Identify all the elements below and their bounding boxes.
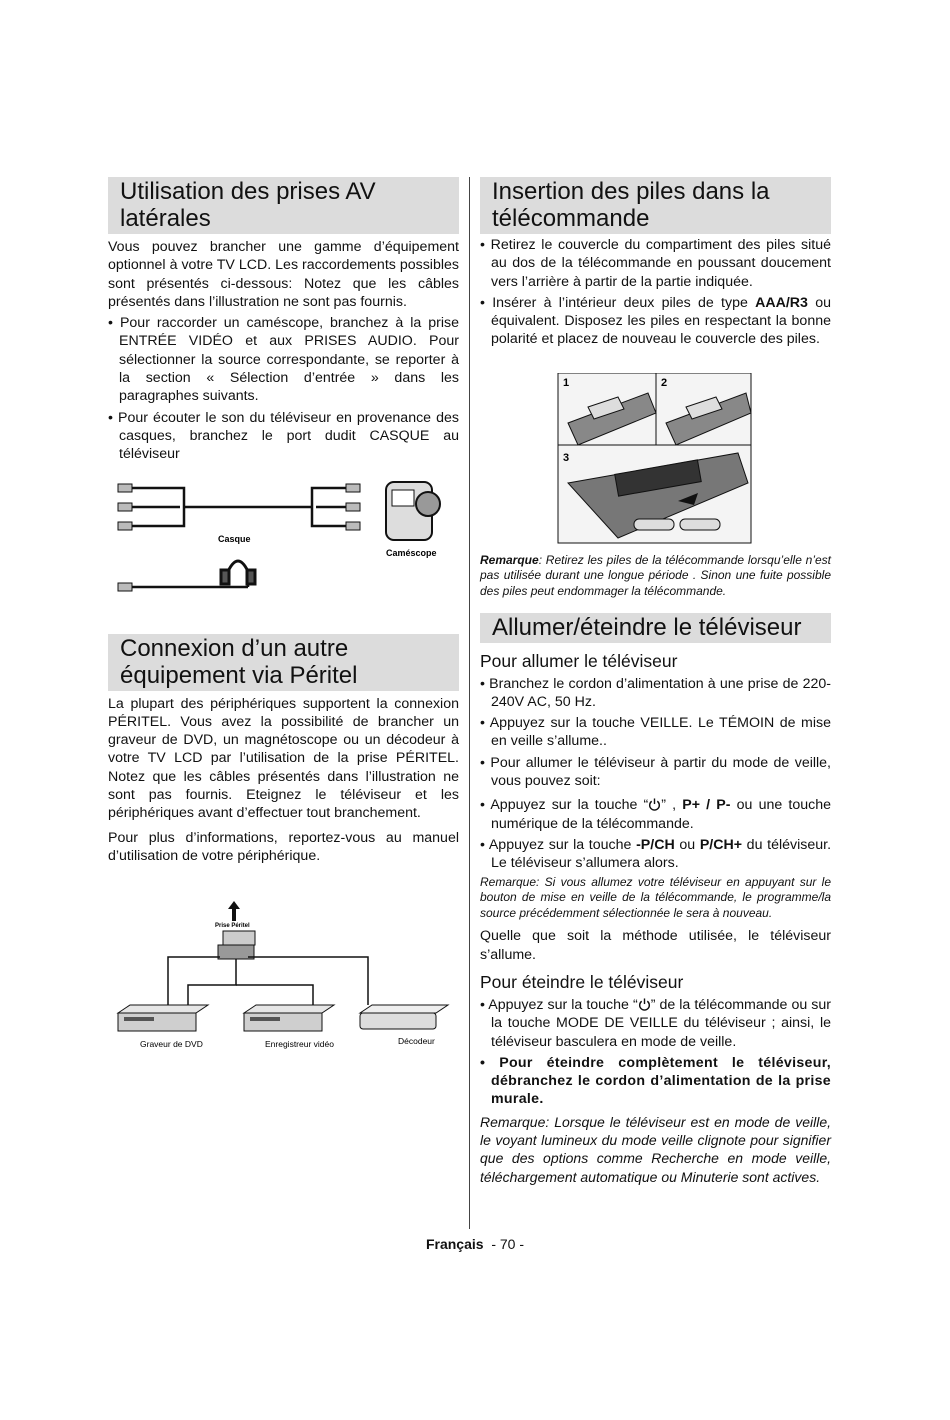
step-number-2: 2 — [661, 376, 668, 389]
off-note: Remarque: Lorsque le téléviseur est en mode de veille, le voyant lumineux du mode veille clignote pour signifier que des options comme Recherche en mode veille, téléchargement automatique ou Minuterie sont actives. — [480, 1113, 831, 1185]
peritel-paragraph: La plupart des périphériques supportent la connexion PÉRITEL. Vous avez la possibilité de brancher un graveur de DVD, un magnétoscope ou un décodeur à votre TV LCD par l’utilisation de la prise PÉRITEL. Notez que les câbles présentés dans l’illustration ne sont pas fournis. Eteignez le téléviseur et les périphériques avant d’effectuer tout branchement. — [108, 695, 459, 822]
piles-bullet-1: • Retirez le couvercle du compartiment des piles situé au dos de la télécommande en poussant doucement vers l’arrière à partir de la partie indiquée. — [480, 237, 831, 290]
battery-insertion-diagram — [480, 373, 831, 545]
video-recorder-icon — [244, 1005, 334, 1031]
right-column — [480, 177, 831, 1186]
on-paragraph: Quelle que soit la méthode utilisée, le téléviseur s’allume. — [480, 928, 831, 963]
label-camescope: Caméscope — [386, 547, 437, 558]
power-icon — [648, 798, 661, 811]
on-bullet-4: • Appuyez sur la touche “ ” , P+ / P- ou une touche numérique de la télécommande. — [480, 797, 831, 832]
off-bullet-1: • Appuyez sur la touche “ ” de la télécommande ou sur la touche MODE DE VEILLE du téléviseur ; ainsi, le téléviseur basculera en mode de veille. — [480, 996, 831, 1050]
piles-note: Remarque: Retirez les piles de la télécommande lorsqu’elle n’est pas utilisée durant une longue période . Sinon une fuite possible des piles peut endommager la télécommande. — [480, 552, 831, 598]
label-vcr: Enregistreur vidéo — [265, 1039, 334, 1050]
headphones-icon — [221, 561, 255, 584]
on-bullet-3: • Pour allumer le téléviseur à partir du mode de veille, vous pouvez soit: — [480, 754, 831, 790]
power-icon — [638, 998, 651, 1011]
section-title-peritel: Connexion d’un autre équipement via Péritel — [108, 634, 459, 691]
section-title-allumer: Allumer/éteindre le téléviseur — [480, 613, 831, 643]
on-bullet-2: • Appuyez sur la touche VEILLE. Le TÉMOIN de mise en veille s’allume.. — [480, 715, 831, 750]
left-column — [108, 177, 459, 1055]
off-bullet-2: • Pour éteindre complètement le téléviseur, débranchez le cordon d’alimentation de la prise murale. — [480, 1054, 831, 1108]
dvd-recorder-icon — [118, 1005, 208, 1031]
scart-plug-icon — [218, 931, 255, 959]
column-divider — [469, 177, 470, 1229]
section-title-av: Utilisation des prises AV latérales — [108, 177, 459, 234]
page-footer — [0, 1236, 950, 1252]
av-connection-diagram — [108, 474, 459, 599]
footer-language: Français — [425, 1236, 484, 1252]
av-bullet-casque: • Pour écouter le son du téléviseur en provenance des casques, branchez le port dudit CASQUE au téléviseur — [108, 409, 459, 463]
av-intro: Vous pouvez brancher une gamme d’équipement optionnel à votre TV LCD. Les raccordements possibles sont présentés ci-dessous: Notez que les câbles présentés dans l’illustration ne sont pas fournis. — [108, 239, 459, 310]
av-bullet-camescope: • Pour raccorder un caméscope, branchez à la prise ENTRÉE VIDÉO et aux PRISES AUDIO. Pour sélectionner la source correspondante, se reporter à la section « Sélection d’entrée » dans les paragraphes suivants. — [108, 315, 459, 405]
decoder-icon — [360, 1005, 448, 1029]
label-prise-peritel: Prise Péritel — [215, 923, 250, 930]
subtitle-allumer: Pour allumer le téléviseur — [480, 650, 678, 671]
label-dvd: Graveur de DVD — [140, 1039, 203, 1050]
page-number: - 70 - — [483, 1236, 525, 1252]
step-number-1: 1 — [563, 376, 570, 389]
peritel-paragraph-2: Pour plus d’informations, reportez-vous au manuel d’utilisation de votre périphérique. — [108, 829, 459, 864]
label-decodeur: Décodeur — [398, 1036, 435, 1047]
on-bullet-1: • Branchez le cordon d’alimentation à une prise de 220-240V AC, 50 Hz. — [480, 675, 831, 710]
subtitle-eteindre: Pour éteindre le téléviseur — [480, 971, 684, 992]
arrow-up-icon — [228, 901, 240, 921]
piles-bullet-2: • Insérer à l’intérieur deux piles de type AAA/R3 ou équivalent. Disposez les piles en respectant la bonne polarité et placez de nouveau le couvercle des piles. — [480, 294, 831, 348]
label-casque: Casque — [218, 533, 251, 544]
on-note: Remarque: Si vous allumez votre téléviseur en appuyant sur le bouton de mise en veille de la télécommande, le programme/la source précédemment sélectionnée le sera à nouveau. — [480, 874, 831, 920]
camcorder-icon — [386, 482, 440, 540]
peritel-connection-diagram — [108, 895, 459, 1055]
section-title-piles: Insertion des piles dans la télécommande — [480, 177, 831, 234]
step-number-3: 3 — [563, 451, 570, 464]
on-bullet-5: • Appuyez sur la touche -P/CH ou P/CH+ du téléviseur. Le téléviseur s’allumera alors. — [480, 836, 832, 872]
